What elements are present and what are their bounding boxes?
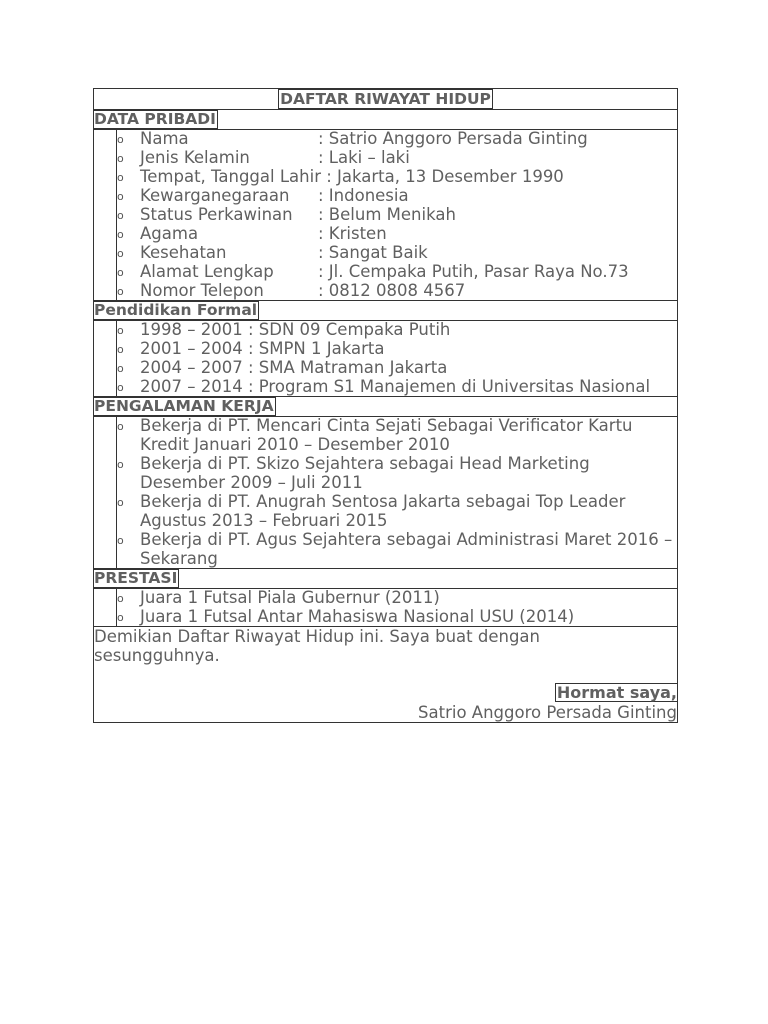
pengalaman-list [116,416,677,568]
field-label: Jenis Kelamin [140,148,250,167]
list-item [117,607,677,626]
field-label: Agama [140,224,199,243]
field-label: Alamat Lengkap [140,262,274,281]
bullet-icon: o [117,420,124,433]
section-heading-data-pribadi: DATA PRIBADI [94,110,216,128]
cv-document [93,88,678,723]
field-value: : Laki – laki [318,148,410,167]
data-pribadi-list [116,129,677,300]
field-label: Status Perkawinan [140,205,293,224]
field-label: Tempat, Tanggal Lahir [140,167,321,186]
prestasi-body [94,588,677,626]
bullet-icon: o [117,611,124,624]
item-text: 2007 – 2014 : Program S1 Manajemen di Universitas Nasional [140,377,651,396]
section-pendidikan [94,300,677,320]
bullet-icon: o [117,247,124,260]
list-item [117,530,677,568]
bullet-icon: o [117,171,124,184]
field-value: : Jakarta, 13 Desember 1990 [326,167,564,186]
bullet-icon: o [117,381,124,394]
item-text: Bekerja di PT. Skizo Sejahtera sebagai Head Marketing Desember 2009 – Juli 2011 [140,454,590,492]
section-heading-pengalaman: PENGALAMAN KERJA [94,397,274,415]
field-value: : Satrio Anggoro Persada Ginting [318,129,588,148]
section-heading-pendidikan: Pendidikan Formal [94,301,258,319]
field-value: : Sangat Baik [318,243,428,262]
item-text: Bekerja di PT. Mencari Cinta Sejati Sebagai Verificator Kartu Kredit Januari 2010 – Desember 2010 [140,416,633,454]
bullet-icon: o [117,209,124,222]
section-data-pribadi [94,109,677,129]
bullet-icon: o [117,228,124,241]
item-text: Bekerja di PT. Anugrah Sentosa Jakarta sebagai Top Leader Agustus 2013 – Februari 2015 [140,492,626,530]
bullet-icon: o [117,190,124,203]
item-text: 2004 – 2007 : SMA Matraman Jakarta [140,358,448,377]
list-item [117,588,677,607]
bullet-icon: o [117,458,124,471]
field-value: : Indonesia [318,186,409,205]
field-value: : 0812 0808 4567 [318,281,466,300]
data-pribadi-body [94,129,677,300]
list-item [117,377,677,396]
item-text: 2001 – 2004 : SMPN 1 Jakarta [140,339,385,358]
section-heading-prestasi: PRESTASI [94,569,178,587]
bullet-icon: o [117,152,124,165]
list-item [117,129,677,148]
list-item [117,224,677,243]
section-pengalaman [94,396,677,416]
section-prestasi [94,568,677,588]
field-label: Kesehatan [140,243,227,262]
bullet-icon: o [117,534,124,547]
field-value: : Kristen [318,224,387,243]
list-item [117,186,677,205]
list-item [117,262,677,281]
closing-section [94,626,677,722]
list-item [117,281,677,300]
bullet-icon: o [117,362,124,375]
pengalaman-body [94,416,677,568]
bullet-icon: o [117,343,124,356]
item-text: Juara 1 Futsal Piala Gubernur (2011) [140,588,440,607]
prestasi-list [116,588,677,626]
bullet-icon: o [117,133,124,146]
closing-statement: Demikian Daftar Riwayat Hidup ini. Saya buat dengan sesungguhnya. [94,627,540,665]
list-item [117,205,677,224]
bullet-icon: o [117,496,124,509]
list-item [117,358,677,377]
pendidikan-body [94,320,677,396]
item-text: 1998 – 2001 : SDN 09 Cempaka Putih [140,320,451,339]
document-title: DAFTAR RIWAYAT HIDUP [280,90,491,108]
regards-label: Hormat saya, [556,683,677,702]
field-value: : Belum Menikah [318,205,456,224]
title-row [94,88,677,109]
item-text: Juara 1 Futsal Antar Mahasiswa Nasional USU (2014) [140,607,575,626]
bullet-icon: o [117,285,124,298]
signer-name: Satrio Anggoro Persada Ginting [418,703,677,722]
field-label: Kewarganegaraan [140,186,290,205]
field-label: Nama [140,129,189,148]
list-item [117,492,677,530]
list-item [117,167,677,186]
list-item [117,320,677,339]
bullet-icon: o [117,266,124,279]
list-item [117,243,677,262]
field-label: Nomor Telepon [140,281,264,300]
bullet-icon: o [117,592,124,605]
field-value: : Jl. Cempaka Putih, Pasar Raya No.73 [318,262,629,281]
item-text: Bekerja di PT. Agus Sejahtera sebagai Administrasi Maret 2016 – Sekarang [140,530,673,568]
list-item [117,454,677,492]
pendidikan-list [116,320,677,396]
list-item [117,339,677,358]
list-item [117,416,677,454]
bullet-icon: o [117,324,124,337]
list-item [117,148,677,167]
